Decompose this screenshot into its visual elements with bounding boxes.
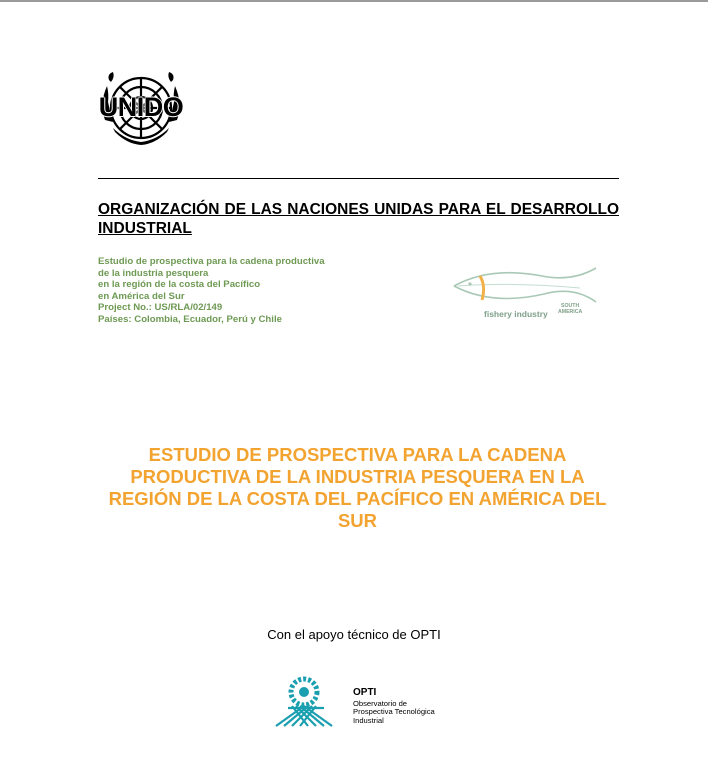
- organization-title: ORGANIZACIÓN DE LAS NACIONES UNIDAS PARA EL DESARROLLO INDUSTRIAL: [98, 201, 619, 237]
- page-top-border: [0, 0, 708, 2]
- opti-name: OPTI: [353, 687, 377, 698]
- opti-logo: [274, 672, 354, 728]
- opti-description: [353, 700, 435, 725]
- document-title: ESTUDIO DE PROSPECTIVA PARA LA CADENA PRODUCTIVA DE LA INDUSTRIA PESQUERA EN LA REGIÓN DE LA COSTA DEL PACÍFICO EN AMÉRICA DEL SUR: [108, 444, 607, 531]
- support-statement: Con el apoyo técnico de OPTI: [267, 627, 441, 642]
- unido-wordmark: UNIDO: [98, 92, 184, 122]
- fish-icon: [450, 262, 600, 308]
- unido-logo: [95, 68, 187, 146]
- fishery-sub-line: AMERICA: [558, 308, 583, 315]
- opti-desc-line: Industrial: [353, 715, 384, 725]
- project-number: Project No.: US/RLA/02/149: [98, 302, 223, 314]
- opti-desc-line: Prospectiva Tecnológica: [353, 707, 435, 717]
- opti-emblem-icon: [274, 672, 354, 728]
- project-line: Estudio de prospectiva para la cadena productiva: [98, 256, 325, 267]
- project-info: [98, 256, 398, 326]
- fishery-region-label: [558, 304, 582, 315]
- opti-desc-line: Observatorio de: [353, 699, 408, 708]
- header-rule: [98, 178, 619, 179]
- project-line: en la región de la costa del Pacífico: [98, 279, 261, 291]
- project-line: en América del Sur: [98, 290, 185, 302]
- fishery-sub-line: SOUTH: [561, 303, 580, 309]
- project-line: de la industria pesquera: [98, 267, 209, 279]
- project-countries: Países: Colombia, Ecuador, Perú y Chile: [98, 313, 282, 325]
- fishery-industry-label: fishery industry: [484, 309, 548, 319]
- fishery-industry-logo: [450, 262, 600, 324]
